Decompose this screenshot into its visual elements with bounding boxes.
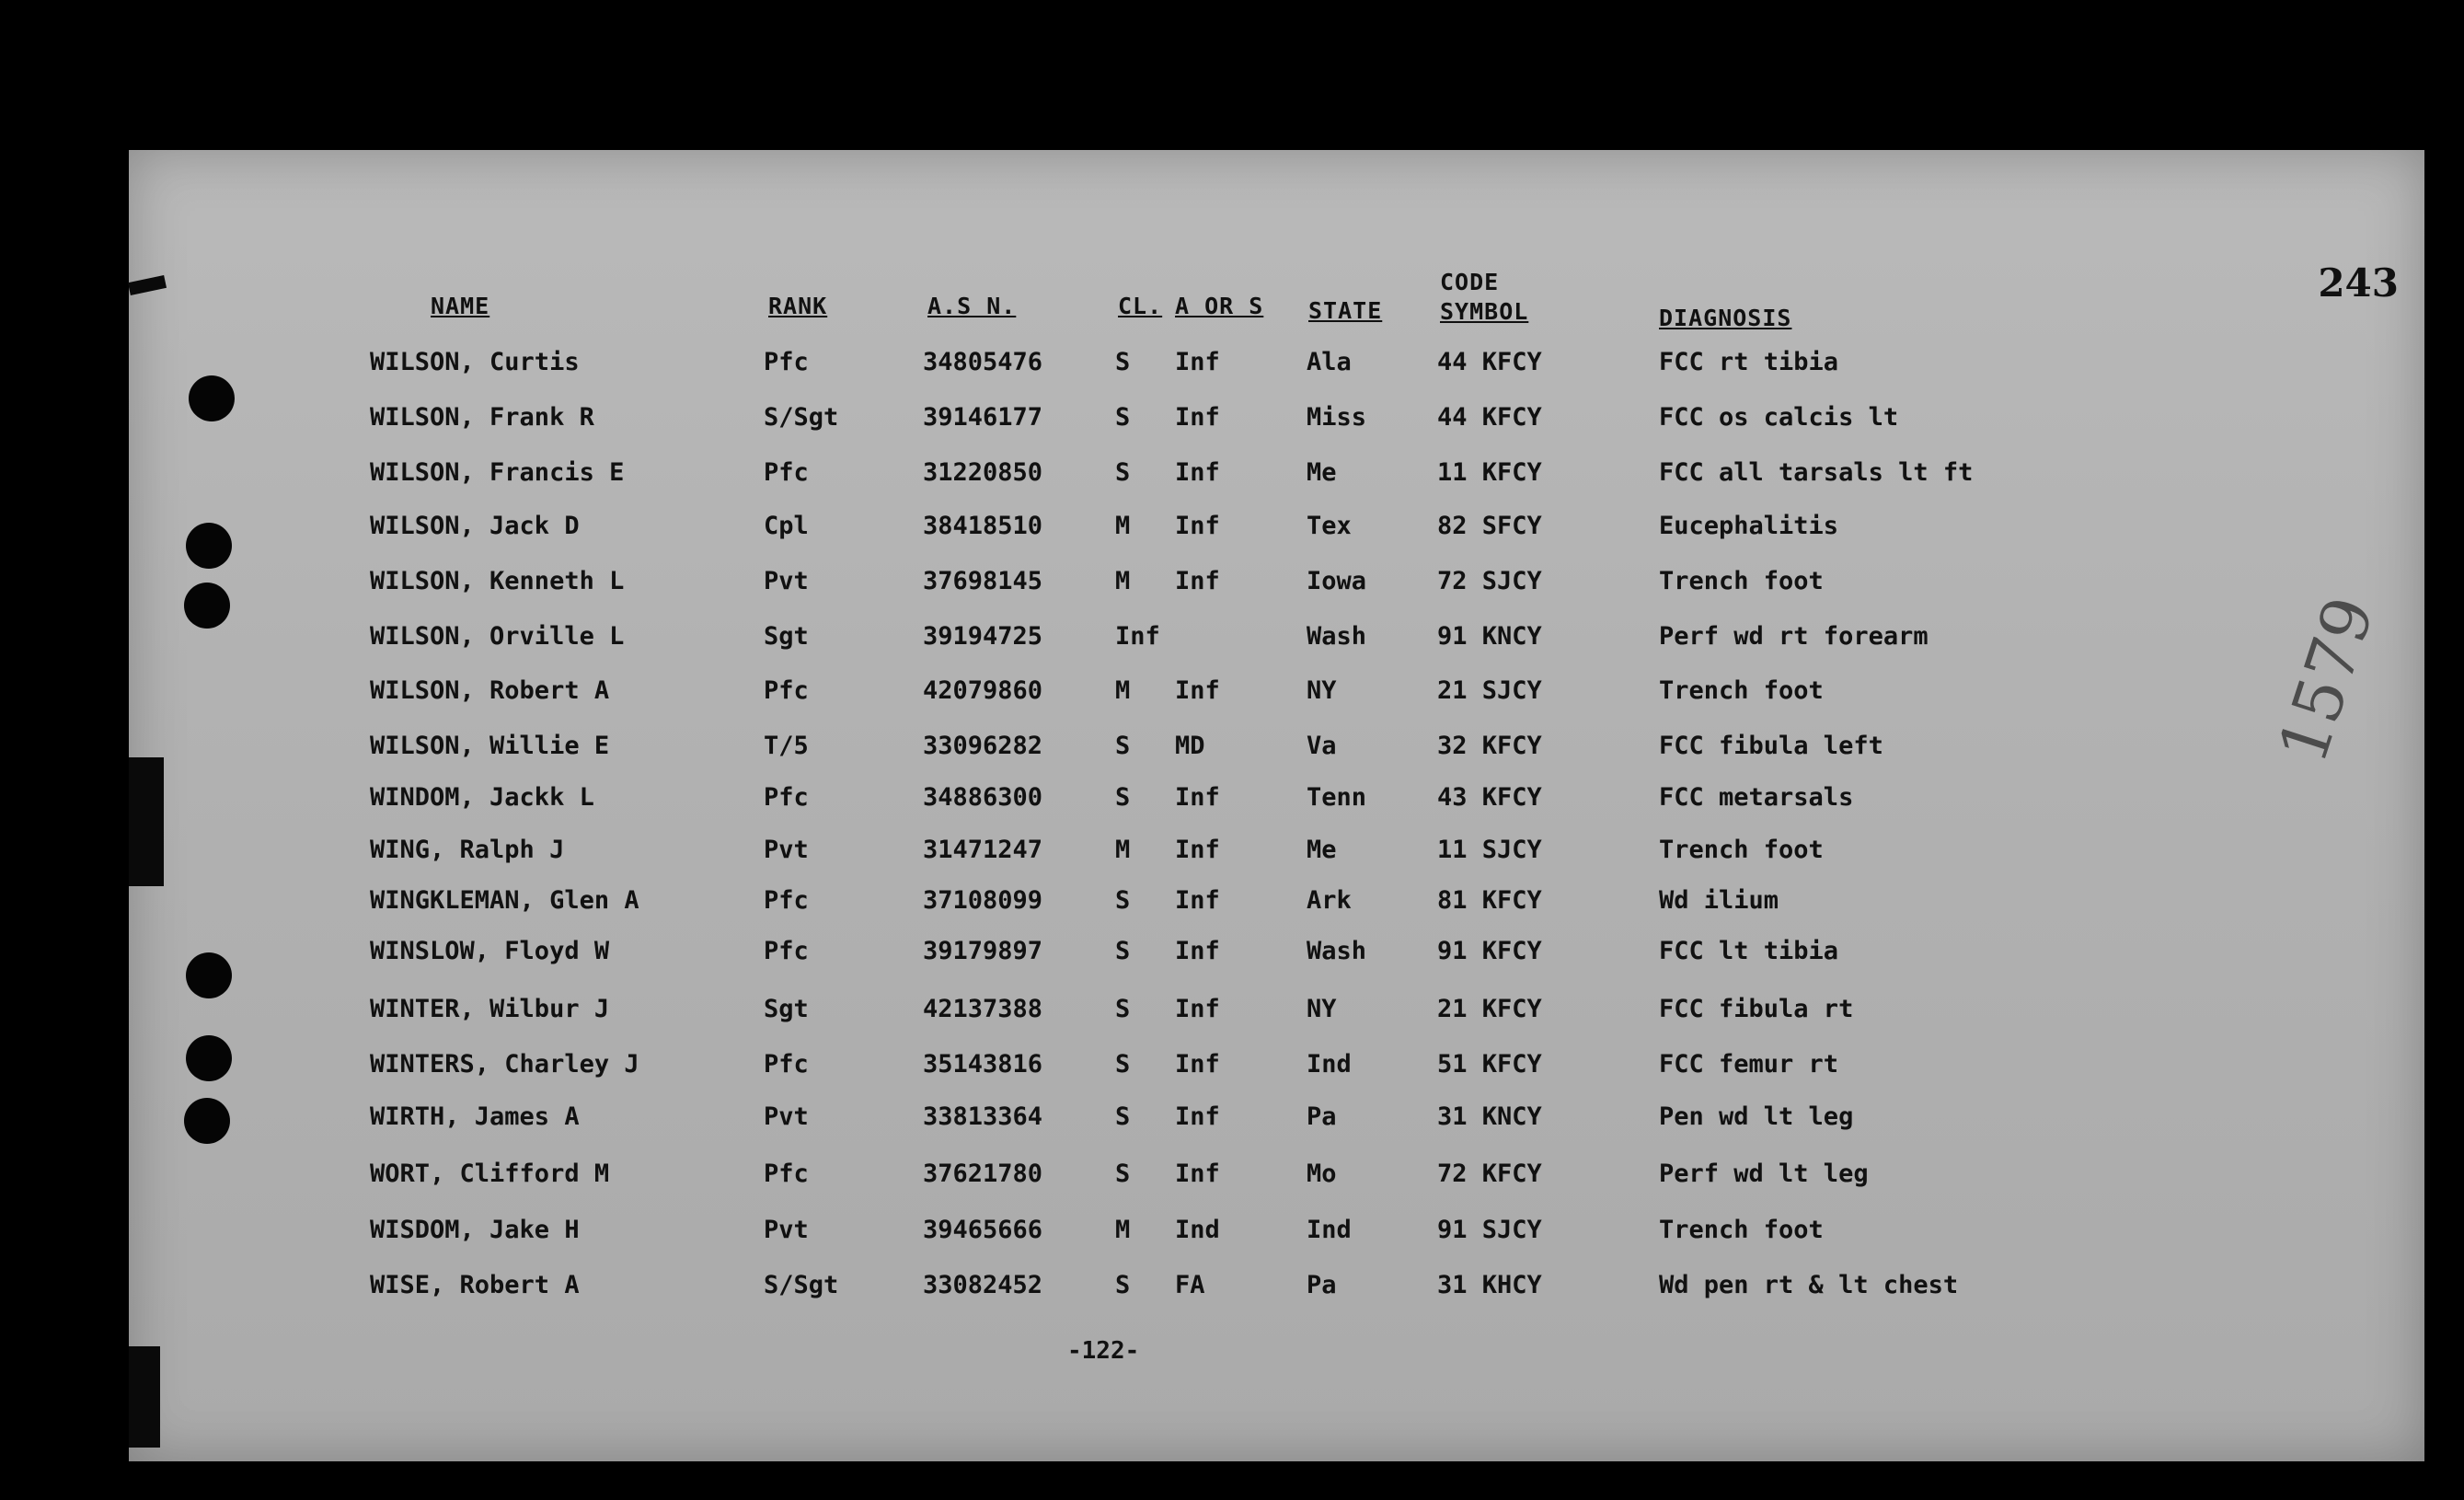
cell-code: 72 SJCY — [1437, 567, 1542, 595]
cell-asn: 33096282 — [923, 732, 1043, 760]
cell-cl: S — [1115, 783, 1131, 812]
cell-name: WIRTH, James A — [370, 1102, 580, 1131]
table-row — [129, 836, 2424, 878]
cell-name: WISDOM, Jake H — [370, 1216, 580, 1244]
table-row — [129, 1050, 2424, 1092]
cell-code: 21 KFCY — [1437, 995, 1542, 1023]
cell-name: WILSON, Orville L — [370, 622, 625, 651]
cell-state: Me — [1307, 458, 1337, 487]
cell-state: Pa — [1307, 1102, 1337, 1131]
cell-name: WINGKLEMAN, Glen A — [370, 886, 639, 915]
header-symbol: SYMBOL — [1440, 298, 1529, 325]
table-row — [129, 1102, 2424, 1145]
cell-cl: S — [1115, 1271, 1131, 1299]
table-row — [129, 622, 2424, 664]
cell-state: Ind — [1307, 1216, 1352, 1244]
cell-code: 44 KFCY — [1437, 403, 1542, 432]
cell-rank: Pfc — [764, 348, 809, 376]
cell-state: Mo — [1307, 1160, 1337, 1188]
cell-rank: T/5 — [764, 732, 809, 760]
cell-asn: 31471247 — [923, 836, 1043, 864]
cell-cl: S — [1115, 403, 1131, 432]
cell-asn: 35143816 — [923, 1050, 1043, 1079]
cell-rank: Pfc — [764, 458, 809, 487]
cell-asn: 31220850 — [923, 458, 1043, 487]
header-name: NAME — [431, 293, 490, 319]
cell-rank: Pfc — [764, 937, 809, 965]
cell-a-or-s: Inf — [1175, 1102, 1220, 1131]
cell-diagnosis: Pen wd lt leg — [1659, 1102, 1854, 1131]
table-row — [129, 348, 2424, 390]
cell-rank: Pvt — [764, 836, 809, 864]
cell-code: 11 KFCY — [1437, 458, 1542, 487]
cell-cl: M — [1115, 512, 1131, 540]
cell-diagnosis: Eucephalitis — [1659, 512, 1839, 540]
cell-code: 81 KFCY — [1437, 886, 1542, 915]
cell-diagnosis: Wd pen rt & lt chest — [1659, 1271, 1959, 1299]
cell-a-or-s: Inf — [1175, 995, 1220, 1023]
header-asn: A.S N. — [927, 293, 1017, 319]
cell-a-or-s: Inf — [1175, 886, 1220, 915]
cell-code: 31 KHCY — [1437, 1271, 1542, 1299]
cell-cl: S — [1115, 1160, 1131, 1188]
cell-diagnosis: FCC fibula left — [1659, 732, 1883, 760]
table-row — [129, 567, 2424, 609]
cell-state: Wash — [1307, 937, 1367, 965]
cell-a-or-s: FA — [1175, 1271, 1205, 1299]
header-state: STATE — [1308, 297, 1383, 324]
cell-rank: Pfc — [764, 1050, 809, 1079]
handwritten-note: 1579 — [2263, 587, 2389, 772]
cell-asn: 34886300 — [923, 783, 1043, 812]
cell-state: Miss — [1307, 403, 1367, 432]
cell-code: 44 KFCY — [1437, 348, 1542, 376]
cell-a-or-s: Inf — [1175, 567, 1220, 595]
cell-asn: 34805476 — [923, 348, 1043, 376]
table-row — [129, 732, 2424, 774]
table-row — [129, 783, 2424, 825]
cell-state: Ark — [1307, 886, 1352, 915]
cell-diagnosis: Wd ilium — [1659, 886, 1779, 915]
torn-edge-mark — [129, 1346, 160, 1448]
cell-code: 91 KFCY — [1437, 937, 1542, 965]
cell-name: WILSON, Willie E — [370, 732, 610, 760]
cell-a-or-s: Inf — [1175, 458, 1220, 487]
cell-rank: Pvt — [764, 567, 809, 595]
cell-asn: 39465666 — [923, 1216, 1043, 1244]
cell-a-or-s: Inf — [1175, 783, 1220, 812]
cell-code: 32 KFCY — [1437, 732, 1542, 760]
document-page — [129, 150, 2424, 1461]
table-row — [129, 1216, 2424, 1258]
cell-diagnosis: FCC femur rt — [1659, 1050, 1839, 1079]
table-row — [129, 886, 2424, 929]
cell-name: WILSON, Jack D — [370, 512, 580, 540]
cell-asn: 37108099 — [923, 886, 1043, 915]
cell-name: WINSLOW, Floyd W — [370, 937, 610, 965]
cell-code: 91 SJCY — [1437, 1216, 1542, 1244]
cell-name: WILSON, Robert A — [370, 676, 610, 705]
header-code: CODE — [1440, 269, 1500, 295]
cell-code: 43 KFCY — [1437, 783, 1542, 812]
table-row — [129, 995, 2424, 1037]
header-diagnosis: DIAGNOSIS — [1659, 305, 1792, 331]
cell-cl: Inf — [1115, 622, 1160, 651]
cell-cl: S — [1115, 1102, 1131, 1131]
cell-cl: M — [1115, 567, 1131, 595]
cell-cl: M — [1115, 836, 1131, 864]
cell-diagnosis: FCC fibula rt — [1659, 995, 1854, 1023]
cell-asn: 39194725 — [923, 622, 1043, 651]
cell-asn: 33082452 — [923, 1271, 1043, 1299]
cell-diagnosis: Trench foot — [1659, 1216, 1824, 1244]
cell-asn: 39179897 — [923, 937, 1043, 965]
cell-name: WILSON, Francis E — [370, 458, 625, 487]
cell-asn: 39146177 — [923, 403, 1043, 432]
table-row — [129, 458, 2424, 501]
table-row — [129, 403, 2424, 445]
cell-diagnosis: FCC metarsals — [1659, 783, 1854, 812]
cell-rank: Pfc — [764, 1160, 809, 1188]
table-row — [129, 1160, 2424, 1202]
cell-cl: S — [1115, 886, 1131, 915]
cell-state: Ala — [1307, 348, 1352, 376]
cell-rank: Pvt — [764, 1102, 809, 1131]
cell-state: NY — [1307, 676, 1337, 705]
cell-rank: Pfc — [764, 676, 809, 705]
cell-a-or-s: Inf — [1175, 1050, 1220, 1079]
cell-asn: 42079860 — [923, 676, 1043, 705]
cell-a-or-s: MD — [1175, 732, 1205, 760]
cell-name: WINTERS, Charley J — [370, 1050, 639, 1079]
cell-diagnosis: FCC rt tibia — [1659, 348, 1839, 376]
cell-cl: S — [1115, 937, 1131, 965]
header-code-symbol — [1440, 268, 1528, 327]
cell-rank: Sgt — [764, 622, 809, 651]
cell-state: Pa — [1307, 1271, 1337, 1299]
cell-state: Me — [1307, 836, 1337, 864]
cell-diagnosis: FCC os calcis lt — [1659, 403, 1899, 432]
cell-cl: S — [1115, 348, 1131, 376]
cell-a-or-s: Inf — [1175, 836, 1220, 864]
cell-code: 21 SJCY — [1437, 676, 1542, 705]
cell-a-or-s: Inf — [1175, 403, 1220, 432]
cell-name: WINDOM, Jackk L — [370, 783, 594, 812]
cell-rank: Sgt — [764, 995, 809, 1023]
cell-rank: Pvt — [764, 1216, 809, 1244]
cell-cl: S — [1115, 732, 1131, 760]
cell-name: WISE, Robert A — [370, 1271, 580, 1299]
cell-a-or-s: Inf — [1175, 676, 1220, 705]
cell-name: WILSON, Curtis — [370, 348, 580, 376]
cell-rank: Pfc — [764, 886, 809, 915]
cell-a-or-s: Ind — [1175, 1216, 1220, 1244]
cell-state: Wash — [1307, 622, 1367, 651]
table-row — [129, 676, 2424, 719]
cell-asn: 33813364 — [923, 1102, 1043, 1131]
cell-asn: 38418510 — [923, 512, 1043, 540]
cell-diagnosis: Perf wd rt forearm — [1659, 622, 1929, 651]
cell-a-or-s: Inf — [1175, 1160, 1220, 1188]
cell-a-or-s: Inf — [1175, 937, 1220, 965]
cell-state: Tenn — [1307, 783, 1367, 812]
cell-code: 91 KNCY — [1437, 622, 1542, 651]
cell-state: NY — [1307, 995, 1337, 1023]
cell-diagnosis: Perf wd lt leg — [1659, 1160, 1869, 1188]
cell-cl: S — [1115, 458, 1131, 487]
cell-diagnosis: Trench foot — [1659, 567, 1824, 595]
cell-state: Tex — [1307, 512, 1352, 540]
header-rank: RANK — [768, 293, 828, 319]
cell-name: WORT, Clifford M — [370, 1160, 610, 1188]
cell-code: 31 KNCY — [1437, 1102, 1542, 1131]
cell-state: Va — [1307, 732, 1337, 760]
cell-rank: Pfc — [764, 783, 809, 812]
cell-cl: S — [1115, 995, 1131, 1023]
cell-code: 72 KFCY — [1437, 1160, 1542, 1188]
header-cl: CL. — [1118, 293, 1163, 319]
page-footer: -122- — [1067, 1337, 1140, 1365]
cell-diagnosis: Trench foot — [1659, 676, 1824, 705]
table-row — [129, 1271, 2424, 1313]
cell-code: 51 KFCY — [1437, 1050, 1542, 1079]
cell-a-or-s: Inf — [1175, 512, 1220, 540]
cell-a-or-s: Inf — [1175, 348, 1220, 376]
cell-diagnosis: FCC lt tibia — [1659, 937, 1839, 965]
cell-state: Iowa — [1307, 567, 1367, 595]
cell-name: WING, Ralph J — [370, 836, 565, 864]
cell-cl: S — [1115, 1050, 1131, 1079]
cell-asn: 42137388 — [923, 995, 1043, 1023]
cell-cl: M — [1115, 676, 1131, 705]
cell-state: Ind — [1307, 1050, 1352, 1079]
page-number: 243 — [2318, 260, 2399, 306]
cell-diagnosis: FCC all tarsals lt ft — [1659, 458, 1974, 487]
cell-rank: S/Sgt — [764, 1271, 839, 1299]
cell-cl: M — [1115, 1216, 1131, 1244]
cell-rank: Cpl — [764, 512, 809, 540]
cell-diagnosis: Trench foot — [1659, 836, 1824, 864]
table-row — [129, 937, 2424, 979]
cell-name: WILSON, Frank R — [370, 403, 594, 432]
torn-edge-mark — [128, 275, 167, 295]
cell-asn: 37621780 — [923, 1160, 1043, 1188]
cell-name: WILSON, Kenneth L — [370, 567, 625, 595]
cell-name: WINTER, Wilbur J — [370, 995, 610, 1023]
cell-rank: S/Sgt — [764, 403, 839, 432]
header-a-or-s: A OR S — [1175, 293, 1264, 319]
cell-code: 11 SJCY — [1437, 836, 1542, 864]
cell-code: 82 SFCY — [1437, 512, 1542, 540]
table-row — [129, 512, 2424, 554]
cell-asn: 37698145 — [923, 567, 1043, 595]
